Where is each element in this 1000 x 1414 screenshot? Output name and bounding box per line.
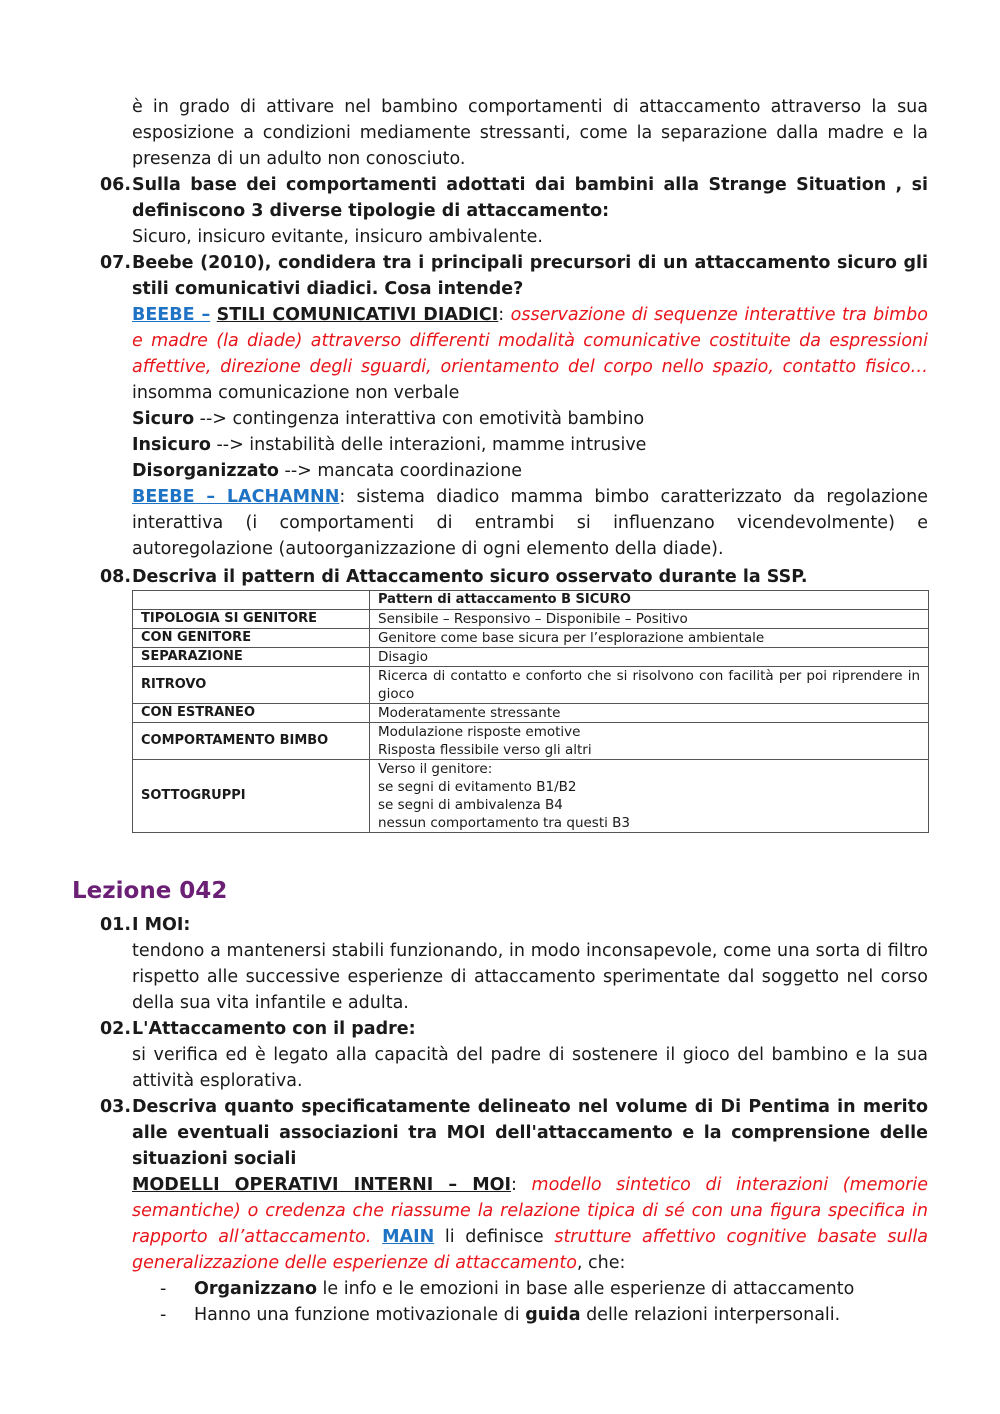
sicuro-text: --> contingenza interattiva con emotività bambino <box>194 409 645 429</box>
table-header-row <box>133 591 929 610</box>
row-label: TIPOLOGIA SI GENITORE <box>133 610 370 629</box>
ssp-pattern-table <box>132 590 929 833</box>
row-value: Sensibile – Responsivo – Disponibile – Positivo <box>370 610 929 629</box>
question-07 <box>100 250 928 302</box>
definition-red: osservazione di sequenze interattive tra bimbo e madre (la diade) attraverso differenti modalità comunicative costituite da espressioni affettive, direzione degli sguardi, orientamento del corpo nello spazio, contatto fisico… <box>132 305 928 377</box>
table-row <box>133 723 929 760</box>
question-number: 01. <box>100 915 132 935</box>
beebe-lachamnn-paragraph <box>132 484 928 562</box>
row-value: Ricerca di contatto e conforto che si risolvono con facilità per poi riprendere in gioco <box>370 667 929 704</box>
row-label: SEPARAZIONE <box>133 648 370 667</box>
bullet-dash: - <box>160 1279 167 1299</box>
row-label: RITROVO <box>133 667 370 704</box>
table-row <box>133 760 929 833</box>
question-number: 08. <box>100 567 132 587</box>
lesson-answer-03 <box>132 1172 928 1276</box>
bullet-text <box>194 1302 920 1328</box>
value-line: se segni di evitamento B1/B2 <box>378 779 577 795</box>
question-number: 06. <box>100 175 132 195</box>
table-row <box>133 648 929 667</box>
lesson-question-01 <box>100 912 928 938</box>
question-text: Descriva quanto specificatamente delineato nel volume di Di Pentima in merito alle eventuali associazioni tra MOI dell'attaccamento e la comprensione delle situazioni sociali <box>132 1097 928 1169</box>
table-header: Pattern di attaccamento B SICURO <box>370 591 929 610</box>
answer-07-definition <box>132 302 928 406</box>
table-row <box>133 667 929 704</box>
sicuro-line <box>132 406 928 432</box>
question-text: Beebe (2010), condidera tra i principali precursori di un attaccamento sicuro gli stili comunicativi diadici. Cosa intende? <box>132 253 928 299</box>
tail-text: , che: <box>576 1253 626 1273</box>
bullet-bold: guida <box>525 1305 581 1325</box>
beebe-lachamnn-text: : sistema diadico mamma bimbo caratterizzato da regolazione interattiva (i comportamenti di entrambi si influenzano vicendevolmente) e autoregolazione (autoorganizzazione di ogni elemento della diade). <box>132 487 928 559</box>
value-line: Verso il genitore: <box>378 761 493 777</box>
lesson-question-02 <box>100 1016 928 1042</box>
table-row <box>133 629 929 648</box>
row-value: Disagio <box>370 648 929 667</box>
value-line: nessun comportamento tra questi B3 <box>378 815 631 831</box>
insicuro-line <box>132 432 928 458</box>
definition-red-2: strutture affettivo cognitive basate sulla generalizzazione delle esperienze di attaccamento <box>132 1227 928 1273</box>
bullet-dash: - <box>160 1305 167 1325</box>
bullet-pre: Hanno una funzione motivazionale di <box>194 1305 526 1325</box>
bullet-item <box>160 1276 920 1302</box>
row-label: CON ESTRANEO <box>133 704 370 723</box>
definition-red: modello sintetico di interazioni (memorie semantiche) o credenza che riassume la relazione tipica di sé con una figura specifica in rapporto all’attaccamento. <box>132 1175 928 1247</box>
main-link[interactable]: MAIN <box>382 1227 435 1247</box>
insicuro-text: --> instabilità delle interazioni, mamme intrusive <box>210 435 647 455</box>
row-value <box>370 723 929 760</box>
question-text: L'Attaccamento con il padre: <box>132 1019 416 1039</box>
question-06 <box>100 172 928 224</box>
question-text: Sulla base dei comportamenti adottati dai bambini alla Strange Situation , si definiscono 3 diverse tipologie di attaccamento: <box>132 175 928 221</box>
question-number: 03. <box>100 1097 132 1117</box>
term-moi: MODELLI OPERATIVI INTERNI – MOI <box>132 1175 512 1195</box>
insicuro-label: Insicuro <box>132 435 211 455</box>
mid-text: li definisce <box>434 1227 555 1247</box>
row-value: Moderatamente stressante <box>370 704 929 723</box>
lesson-title: Lezione 042 <box>72 878 228 904</box>
colon: : <box>498 305 505 325</box>
beebe-lachamnn-link[interactable]: BEEBE – LACHAMNN <box>132 487 340 507</box>
bullet-text <box>194 1276 920 1302</box>
disorganizzato-label: Disorganizzato <box>132 461 279 481</box>
intro-paragraph: è in grado di attivare nel bambino comportamenti di attaccamento attraverso la sua esposizione a condizioni mediamente stressanti, come la separazione dalla madre e la presenza di un adulto non conosciuto. <box>132 97 928 169</box>
bullet-rest: delle relazioni interpersonali. <box>580 1305 841 1325</box>
row-value: Genitore come base sicura per l’esplorazione ambientale <box>370 629 929 648</box>
value-line: Risposta flessibile verso gli altri <box>378 742 592 758</box>
question-text: Descriva il pattern di Attaccamento sicuro osservato durante la SSP. <box>132 567 808 587</box>
row-label: COMPORTAMENTO BIMBO <box>133 723 370 760</box>
disorganizzato-text: --> mancata coordinazione <box>278 461 523 481</box>
definition-plain: insomma comunicazione non verbale <box>132 383 460 403</box>
table-header-empty <box>133 591 370 610</box>
row-label: SOTTOGRUPPI <box>133 760 370 833</box>
question-08 <box>100 564 928 590</box>
question-text: I MOI: <box>132 915 191 935</box>
term-stili-comunicativi: STILI COMUNICATIVI DIADICI <box>216 305 499 325</box>
bullet-bold: Organizzano <box>194 1279 317 1299</box>
row-label: CON GENITORE <box>133 629 370 648</box>
lesson-answer-01: tendono a mantenersi stabili funzionando, in modo inconsapevole, come una sorta di filtro rispetto alle successive esperienze di attaccamento sperimentate dal soggetto nel corso della sua vita infantile e adulta. <box>132 941 928 1013</box>
sicuro-label: Sicuro <box>132 409 195 429</box>
question-number: 07. <box>100 253 132 273</box>
beebe-link[interactable]: BEEBE – <box>132 305 211 325</box>
disorganizzato-line <box>132 458 928 484</box>
table-row <box>133 704 929 723</box>
bullet-item <box>160 1302 920 1328</box>
table-row <box>133 610 929 629</box>
lesson-question-03 <box>100 1094 928 1172</box>
bullet-rest: le info e le emozioni in base alle esperienze di attaccamento <box>316 1279 855 1299</box>
answer-06: Sicuro, insicuro evitante, insicuro ambivalente. <box>132 227 543 247</box>
colon: : <box>511 1175 517 1195</box>
lesson-answer-02: si verifica ed è legato alla capacità del padre di sostenere il gioco del bambino e la sua attività esplorativa. <box>132 1045 928 1091</box>
value-line: Modulazione risposte emotive <box>378 724 581 740</box>
value-line: se segni di ambivalenza B4 <box>378 797 563 813</box>
question-number: 02. <box>100 1019 132 1039</box>
row-value <box>370 760 929 833</box>
